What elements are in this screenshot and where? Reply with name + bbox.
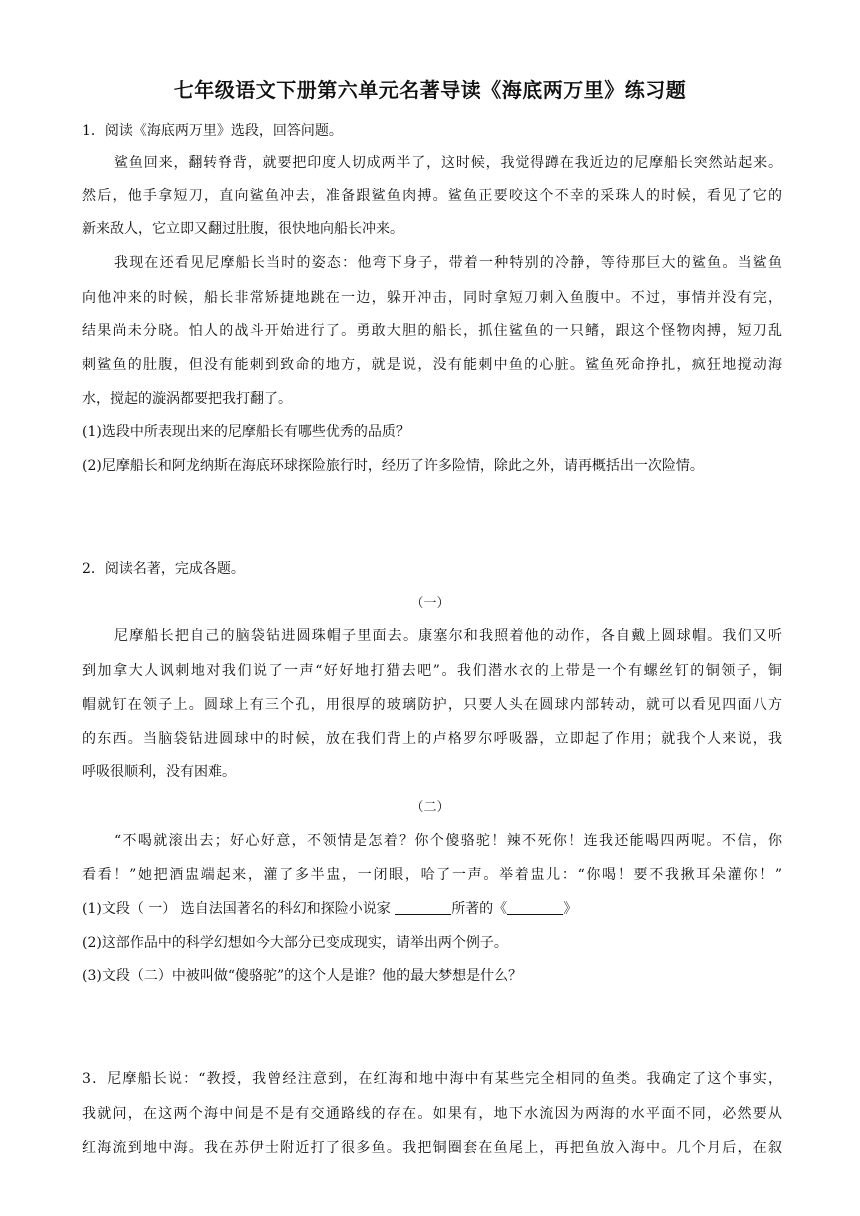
q2-passage1-line: 到加拿大人讽刺地对我们说了一声“好好地打猎去吧”。我们潜水衣的上带是一个有螺丝钉的铜领子，铜	[82, 663, 782, 679]
q1-passage-line: 刺鲨鱼的肚腹，但没有能刺到致命的地方，就是说，没有能刺中鱼的心脏。鲨鱼死命挣扎，疯狂地搅动海	[82, 357, 782, 373]
q2-subquestion-3: (3)文段（二）中被叫做“傻骆驼”的这个人是谁？他的最大梦想是什么？	[82, 968, 523, 984]
book-answer-blank[interactable]	[507, 900, 563, 915]
q2-subquestion-1	[82, 898, 782, 918]
q2-subquestion-2: (2)这部作品中的科学幻想如今大部分已变成现实，请举出两个例子。	[82, 935, 508, 951]
q2-sub1-text-c: 》	[563, 901, 578, 917]
section-label-1: （一）	[410, 596, 450, 611]
q1-passage-line: 然后，他手拿短刀，直向鲨鱼冲去，准备跟鲨鱼肉搏。鲨鱼正要咬这个不幸的采珠人的时候，看见了它的	[82, 188, 782, 204]
q2-sub1-text-b: 所著的《	[451, 901, 508, 917]
q2-sub1-text-a: (1)文段（ 一） 选自法国著名的科幻和探险小说家	[82, 901, 396, 917]
document-title: 七年级语文下册第六单元名著导读《海底两万里》练习题	[173, 78, 687, 102]
q1-subquestion-1: (1)选段中所表现出来的尼摩船长有哪些优秀的品质？	[82, 424, 410, 440]
q1-passage-line: 我现在还看见尼摩船长当时的姿态：他弯下身子，带着一种特别的冷静，等待那巨大的鲨鱼。当鲨鱼	[114, 255, 782, 271]
q1-subquestion-2: (2)尼摩船长和阿龙纳斯在海底环球探险旅行时，经历了许多险情，除此之外，请再概括出一次险情。	[82, 458, 704, 474]
q1-passage-line: 向他冲来的时候，船长非常矫捷地跳在一边，躲开冲击，同时拿短刀刺入鱼腹中。不过，事情并没有完，	[82, 290, 782, 306]
q1-passage-line: 水，搅起的漩涡都要把我打翻了。	[82, 391, 292, 407]
q3-line: 3．尼摩船长说：“教授，我曾经注意到，在红海和地中海中有某些完全相同的鱼类。我确定了这个事实，	[82, 1071, 782, 1087]
author-answer-blank[interactable]	[395, 900, 451, 915]
q2-passage2-line: 看看！”她把酒盅端起来，灌了多半盅，一闭眼，哈了一声。举着盅儿：“你喝！要不我揪耳朵灌你！”	[82, 867, 782, 883]
question-1-prompt: 1．阅读《海底两万里》选段，回答问题。	[82, 123, 343, 139]
q1-passage-line: 新来敌人，它立即又翻过肚腹，很快地向船长冲来。	[82, 221, 404, 237]
q2-passage2-line: “不喝就滚出去；好心好意，不领情是怎着？你个傻骆驼！辣不死你！连我还能喝四两呢。不信，你	[114, 833, 782, 849]
q2-passage1-line: 的东西。当脑袋钻进圆球中的时候，放在我们背上的卢格罗尔呼吸器，立即起了作用；就我个人来说，我	[82, 731, 782, 747]
q2-passage1-line: 尼摩船长把自己的脑袋钻进圆珠帽子里面去。康塞尔和我照着他的动作，各自戴上圆球帽。我们又听	[114, 628, 782, 644]
q3-line: 红海流到地中海。我在苏伊士附近打了很多鱼。我把铜圈套在鱼尾上，再把鱼放入海中。几个月后，在叙	[82, 1140, 782, 1156]
q2-passage1-line: 呼吸很顺利，没有困难。	[82, 764, 236, 780]
section-label-2: （二）	[410, 800, 450, 815]
q2-passage1-line: 帽就钉在领子上。圆球上有三个孔，用很厚的玻璃防护，只要人头在圆球内部转动，就可以看见四面八方	[82, 697, 782, 713]
q1-passage-line: 结果尚未分晓。怕人的战斗开始进行了。勇敢大胆的船长，抓住鲨鱼的一只鳍，跟这个怪物肉搏，短刀乱	[82, 323, 782, 339]
question-2-prompt: 2．阅读名著，完成各题。	[82, 561, 245, 577]
q1-passage-line: 鲨鱼回来，翻转脊背，就要把印度人切成两半了，这时候，我觉得蹲在我近边的尼摩船长突然站起来。	[114, 155, 782, 171]
q3-line: 我就问，在这两个海中间是不是有交通路线的存在。如果有，地下水流因为两海的水平面不同，必然要从	[82, 1106, 782, 1122]
